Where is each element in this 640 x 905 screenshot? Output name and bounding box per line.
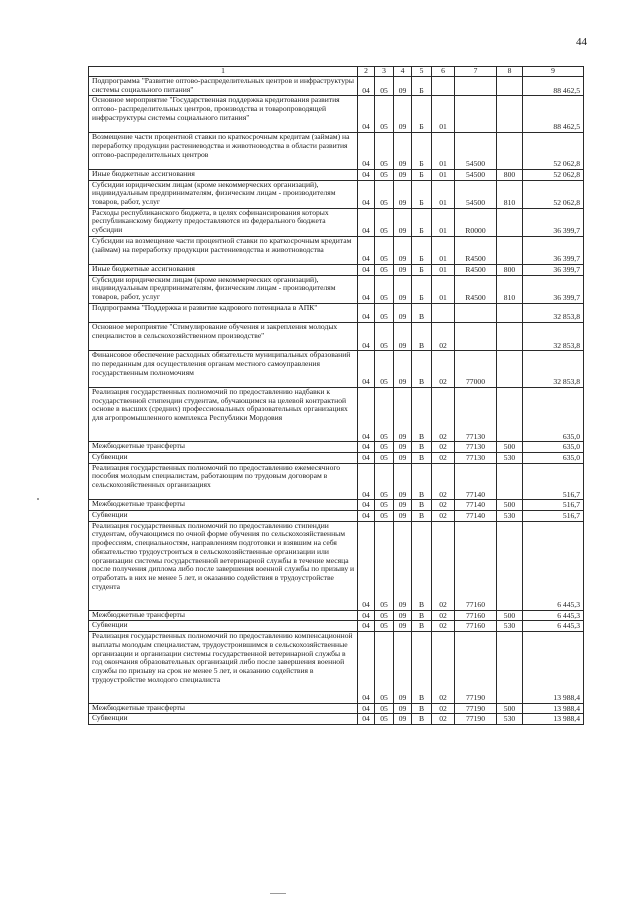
- amount-cell: 635,0: [523, 452, 584, 463]
- row-name: Возмещение части процентной ставки по краткосрочным кредитам (займам) на переработку продукции растениеводства и животноводства в области развития оптово-распределительных центров: [89, 133, 358, 170]
- row-name: Подпрограмма "Поддержка и развитие кадрового потенциала в АПК": [89, 303, 358, 322]
- code-cell: 04: [358, 351, 375, 388]
- code-cell: R4500: [455, 275, 497, 303]
- row-name: Субвенции: [89, 714, 358, 725]
- code-cell: В: [412, 610, 432, 621]
- code-cell: 05: [375, 208, 394, 236]
- code-cell: В: [412, 703, 432, 714]
- code-cell: 09: [394, 169, 412, 180]
- code-cell: 05: [375, 703, 394, 714]
- amount-cell: 36 399,7: [523, 208, 584, 236]
- row-name: Субвенции: [89, 452, 358, 463]
- table-row: [89, 77, 584, 96]
- code-cell: 530: [497, 511, 523, 522]
- code-cell: 02: [432, 323, 455, 351]
- code-cell: 04: [358, 264, 375, 275]
- code-cell: 04: [358, 208, 375, 236]
- code-cell: 02: [432, 714, 455, 725]
- code-cell: 05: [375, 500, 394, 511]
- amount-cell: 32 853,8: [523, 351, 584, 388]
- code-cell: В: [412, 521, 432, 610]
- code-cell: R4500: [455, 264, 497, 275]
- code-cell: 09: [394, 452, 412, 463]
- row-name: Финансовое обеспечение расходных обязательств муниципальных образований по переданным для осуществления органам местного самоуправления государственным полномочиям: [89, 351, 358, 388]
- amount-cell: 516,7: [523, 463, 584, 500]
- table-row: [89, 236, 584, 264]
- amount-cell: 36 399,7: [523, 264, 584, 275]
- code-cell: 01: [432, 264, 455, 275]
- code-cell: 05: [375, 463, 394, 500]
- code-cell: 04: [358, 169, 375, 180]
- code-cell: 01: [432, 133, 455, 170]
- amount-cell: 88 462,5: [523, 77, 584, 96]
- code-cell: 04: [358, 236, 375, 264]
- amount-cell: 88 462,5: [523, 96, 584, 133]
- code-cell: 05: [375, 180, 394, 208]
- row-name: Реализация государственных полномочий по предоставлению компенсационной выплаты молодым специалистам, трудоустроившимся в сельскохозяйственные организации и организации системы государственной ветеринарной службы в год окончания образовательных организаций либо после завершения военной службы по призыву на срок не менее 5 лет, и оказанию содействия в трудоустройстве молодого специалиста: [89, 632, 358, 704]
- code-cell: 54500: [455, 133, 497, 170]
- code-cell: 77160: [455, 610, 497, 621]
- code-cell: 09: [394, 96, 412, 133]
- column-header: 3: [375, 67, 394, 77]
- amount-cell: 32 853,8: [523, 323, 584, 351]
- amount-cell: 6 445,3: [523, 610, 584, 621]
- code-cell: 530: [497, 621, 523, 632]
- code-cell: 500: [497, 442, 523, 453]
- code-cell: В: [412, 442, 432, 453]
- code-cell: 09: [394, 632, 412, 704]
- amount-cell: 52 062,8: [523, 133, 584, 170]
- row-name: Реализация государственных полномочий по предоставлению надбавки к государственной стипендии студентам, обучающимся на целевой контрактной основе в высших (средних) профессиональных образовательных организациях для агропромышленного комплекса Республики Мордовия: [89, 388, 358, 442]
- table-row: [89, 323, 584, 351]
- column-header: 4: [394, 67, 412, 77]
- column-header: 6: [432, 67, 455, 77]
- amount-cell: 52 062,8: [523, 169, 584, 180]
- column-header: 7: [455, 67, 497, 77]
- code-cell: 02: [432, 511, 455, 522]
- code-cell: 05: [375, 632, 394, 704]
- code-cell: 02: [432, 521, 455, 610]
- code-cell: 04: [358, 180, 375, 208]
- budget-table: [88, 66, 584, 725]
- code-cell: 04: [358, 500, 375, 511]
- table-row: [89, 133, 584, 170]
- table-row: [89, 351, 584, 388]
- code-cell: 09: [394, 208, 412, 236]
- code-cell: Б: [412, 236, 432, 264]
- code-cell: 04: [358, 388, 375, 442]
- row-name: Межбюджетные трансферты: [89, 610, 358, 621]
- code-cell: [497, 323, 523, 351]
- table-row: [89, 621, 584, 632]
- code-cell: 77190: [455, 632, 497, 704]
- code-cell: 500: [497, 610, 523, 621]
- code-cell: 09: [394, 703, 412, 714]
- code-cell: 05: [375, 169, 394, 180]
- table-row: [89, 275, 584, 303]
- row-name: Основное мероприятие "Стимулирование обучения и закрепления молодых специалистов в сельскохозяйственном производстве": [89, 323, 358, 351]
- table-row: [89, 388, 584, 442]
- code-cell: 02: [432, 703, 455, 714]
- table-body: [89, 77, 584, 725]
- table-row: [89, 180, 584, 208]
- code-cell: 500: [497, 703, 523, 714]
- code-cell: 77140: [455, 511, 497, 522]
- code-cell: [455, 303, 497, 322]
- code-cell: 09: [394, 463, 412, 500]
- code-cell: Б: [412, 133, 432, 170]
- code-cell: 04: [358, 621, 375, 632]
- code-cell: 09: [394, 303, 412, 322]
- amount-cell: 6 445,3: [523, 621, 584, 632]
- code-cell: 77140: [455, 500, 497, 511]
- code-cell: В: [412, 463, 432, 500]
- row-name: Реализация государственных полномочий по предоставлению стипендии студентам, обучающимся по очной форме обучения по сельскохозяйственным профессиям, специальностям, направлениям подготовки и взявшим на себя обязательство трудоустроиться в сельскохозяйственные организации или организации системы государственной ветеринарной службы в течение месяца после получения диплома либо после завершения военной службы по призыву и отработать в них не менее 5 лет, и оказанию содействия в трудоустройстве студента: [89, 521, 358, 610]
- code-cell: 77190: [455, 703, 497, 714]
- code-cell: 05: [375, 303, 394, 322]
- code-cell: 09: [394, 180, 412, 208]
- code-cell: 04: [358, 96, 375, 133]
- page-number: 44: [576, 36, 587, 48]
- code-cell: Б: [412, 264, 432, 275]
- amount-cell: 13 988,4: [523, 703, 584, 714]
- code-cell: 02: [432, 463, 455, 500]
- code-cell: 02: [432, 388, 455, 442]
- code-cell: В: [412, 632, 432, 704]
- amount-cell: 32 853,8: [523, 303, 584, 322]
- row-name: Подпрограмма "Развитие оптово-распределительных центров и инфраструктуры системы социального питания": [89, 77, 358, 96]
- code-cell: 77190: [455, 714, 497, 725]
- code-cell: 05: [375, 133, 394, 170]
- code-cell: [455, 77, 497, 96]
- code-cell: 04: [358, 511, 375, 522]
- code-cell: 800: [497, 264, 523, 275]
- code-cell: [432, 303, 455, 322]
- code-cell: 02: [432, 610, 455, 621]
- code-cell: 02: [432, 442, 455, 453]
- code-cell: 54500: [455, 169, 497, 180]
- row-name: Иные бюджетные ассигнования: [89, 264, 358, 275]
- code-cell: 09: [394, 323, 412, 351]
- table-row: [89, 500, 584, 511]
- table-row: [89, 96, 584, 133]
- row-name: Межбюджетные трансферты: [89, 703, 358, 714]
- code-cell: 02: [432, 351, 455, 388]
- amount-cell: 36 399,7: [523, 275, 584, 303]
- table-row: [89, 452, 584, 463]
- amount-cell: 6 445,3: [523, 521, 584, 610]
- code-cell: 05: [375, 621, 394, 632]
- code-cell: [497, 77, 523, 96]
- code-cell: 04: [358, 323, 375, 351]
- code-cell: 77130: [455, 388, 497, 442]
- code-cell: 05: [375, 236, 394, 264]
- code-cell: [497, 208, 523, 236]
- code-cell: 77130: [455, 452, 497, 463]
- column-header: 9: [523, 67, 584, 77]
- code-cell: В: [412, 714, 432, 725]
- code-cell: 77160: [455, 621, 497, 632]
- code-cell: 09: [394, 264, 412, 275]
- code-cell: Б: [412, 169, 432, 180]
- code-cell: R4500: [455, 236, 497, 264]
- row-name: Межбюджетные трансферты: [89, 442, 358, 453]
- table-row: [89, 511, 584, 522]
- scan-speck: [270, 893, 286, 894]
- amount-cell: 635,0: [523, 442, 584, 453]
- code-cell: [455, 323, 497, 351]
- row-name: Межбюджетные трансферты: [89, 500, 358, 511]
- code-cell: [432, 77, 455, 96]
- code-cell: [497, 388, 523, 442]
- code-cell: 05: [375, 96, 394, 133]
- code-cell: 02: [432, 500, 455, 511]
- row-name: Основное мероприятие "Государственная поддержка кредитования развития оптово- распределительных центров, производства и товаропроводящей инфраструктуры системы социального питания": [89, 96, 358, 133]
- code-cell: 01: [432, 180, 455, 208]
- code-cell: 01: [432, 208, 455, 236]
- code-cell: [497, 463, 523, 500]
- code-cell: 05: [375, 521, 394, 610]
- code-cell: 09: [394, 275, 412, 303]
- code-cell: 05: [375, 442, 394, 453]
- code-cell: [497, 236, 523, 264]
- code-cell: 04: [358, 442, 375, 453]
- code-cell: 05: [375, 264, 394, 275]
- amount-cell: 36 399,7: [523, 236, 584, 264]
- column-header: 2: [358, 67, 375, 77]
- code-cell: В: [412, 323, 432, 351]
- code-cell: 77000: [455, 351, 497, 388]
- table-row: [89, 521, 584, 610]
- code-cell: 05: [375, 77, 394, 96]
- code-cell: 04: [358, 521, 375, 610]
- code-cell: 09: [394, 351, 412, 388]
- amount-cell: 52 062,8: [523, 180, 584, 208]
- code-cell: [497, 632, 523, 704]
- code-cell: Б: [412, 208, 432, 236]
- table-row: [89, 442, 584, 453]
- table-row: [89, 463, 584, 500]
- code-cell: В: [412, 621, 432, 632]
- code-cell: 810: [497, 180, 523, 208]
- code-cell: 09: [394, 77, 412, 96]
- code-cell: 09: [394, 500, 412, 511]
- code-cell: Б: [412, 96, 432, 133]
- code-cell: 530: [497, 714, 523, 725]
- code-cell: В: [412, 500, 432, 511]
- code-cell: 04: [358, 714, 375, 725]
- table-row: [89, 632, 584, 704]
- code-cell: [455, 96, 497, 133]
- code-cell: 09: [394, 621, 412, 632]
- row-name: Субсидии юридическим лицам (кроме некоммерческих организаций), индивидуальным предпринимателям, физическим лицам - производителям товаров, работ, услуг: [89, 180, 358, 208]
- code-cell: 04: [358, 303, 375, 322]
- code-cell: 02: [432, 632, 455, 704]
- amount-cell: 13 988,4: [523, 632, 584, 704]
- amount-cell: 635,0: [523, 388, 584, 442]
- amount-cell: 516,7: [523, 500, 584, 511]
- code-cell: В: [412, 511, 432, 522]
- code-cell: 800: [497, 169, 523, 180]
- code-cell: 01: [432, 169, 455, 180]
- code-cell: R0000: [455, 208, 497, 236]
- code-cell: 05: [375, 610, 394, 621]
- code-cell: 01: [432, 236, 455, 264]
- code-cell: 04: [358, 133, 375, 170]
- code-cell: 02: [432, 621, 455, 632]
- code-cell: 77130: [455, 442, 497, 453]
- row-name: Субвенции: [89, 511, 358, 522]
- code-cell: 09: [394, 714, 412, 725]
- code-cell: 04: [358, 632, 375, 704]
- table-row: [89, 264, 584, 275]
- row-name: Иные бюджетные ассигнования: [89, 169, 358, 180]
- table-row: [89, 303, 584, 322]
- code-cell: 01: [432, 96, 455, 133]
- code-cell: В: [412, 303, 432, 322]
- code-cell: 54500: [455, 180, 497, 208]
- code-cell: Б: [412, 275, 432, 303]
- code-cell: 500: [497, 500, 523, 511]
- code-cell: 05: [375, 323, 394, 351]
- code-cell: 09: [394, 388, 412, 442]
- row-name: Субсидии на возмещение части процентной ставки по краткосрочным кредитам (займам) на переработку продукции растениеводства и животноводства: [89, 236, 358, 264]
- code-cell: 04: [358, 610, 375, 621]
- code-cell: [497, 521, 523, 610]
- code-cell: 01: [432, 275, 455, 303]
- table-row: [89, 169, 584, 180]
- table-row: [89, 703, 584, 714]
- code-cell: 05: [375, 275, 394, 303]
- table-row: [89, 208, 584, 236]
- code-cell: 09: [394, 442, 412, 453]
- code-cell: 04: [358, 77, 375, 96]
- code-cell: В: [412, 452, 432, 463]
- code-cell: [497, 96, 523, 133]
- column-header: 5: [412, 67, 432, 77]
- column-header: 1: [89, 67, 358, 77]
- code-cell: 09: [394, 133, 412, 170]
- amount-cell: 13 988,4: [523, 714, 584, 725]
- code-cell: 09: [394, 511, 412, 522]
- amount-cell: 516,7: [523, 511, 584, 522]
- row-name: Расходы республиканского бюджета, в целях софинансирования которых республиканскому бюджету предоставляются из федерального бюджета субсидии: [89, 208, 358, 236]
- code-cell: 77160: [455, 521, 497, 610]
- row-name: Субсидии юридическим лицам (кроме некоммерческих организаций), индивидуальным предпринимателям, физическим лицам - производителям товаров, работ, услуг: [89, 275, 358, 303]
- code-cell: 09: [394, 610, 412, 621]
- code-cell: Б: [412, 180, 432, 208]
- code-cell: 77140: [455, 463, 497, 500]
- code-cell: 04: [358, 452, 375, 463]
- code-cell: [497, 351, 523, 388]
- code-cell: 530: [497, 452, 523, 463]
- table-header-row: [89, 67, 584, 77]
- row-name: Субвенции: [89, 621, 358, 632]
- scan-speck: [37, 498, 39, 500]
- code-cell: В: [412, 351, 432, 388]
- code-cell: 05: [375, 714, 394, 725]
- code-cell: [497, 133, 523, 170]
- code-cell: 05: [375, 351, 394, 388]
- code-cell: [497, 303, 523, 322]
- code-cell: 05: [375, 388, 394, 442]
- code-cell: Б: [412, 77, 432, 96]
- column-header: 8: [497, 67, 523, 77]
- code-cell: 02: [432, 452, 455, 463]
- table-row: [89, 610, 584, 621]
- code-cell: 05: [375, 511, 394, 522]
- code-cell: 04: [358, 463, 375, 500]
- code-cell: 09: [394, 236, 412, 264]
- code-cell: 810: [497, 275, 523, 303]
- code-cell: 09: [394, 521, 412, 610]
- code-cell: В: [412, 388, 432, 442]
- code-cell: 04: [358, 703, 375, 714]
- row-name: Реализация государственных полномочий по предоставлению ежемесячного пособия молодым специалистам, работающим по трудовым договорам в сельскохозяйственных организациях: [89, 463, 358, 500]
- code-cell: 05: [375, 452, 394, 463]
- table-row: [89, 714, 584, 725]
- code-cell: 04: [358, 275, 375, 303]
